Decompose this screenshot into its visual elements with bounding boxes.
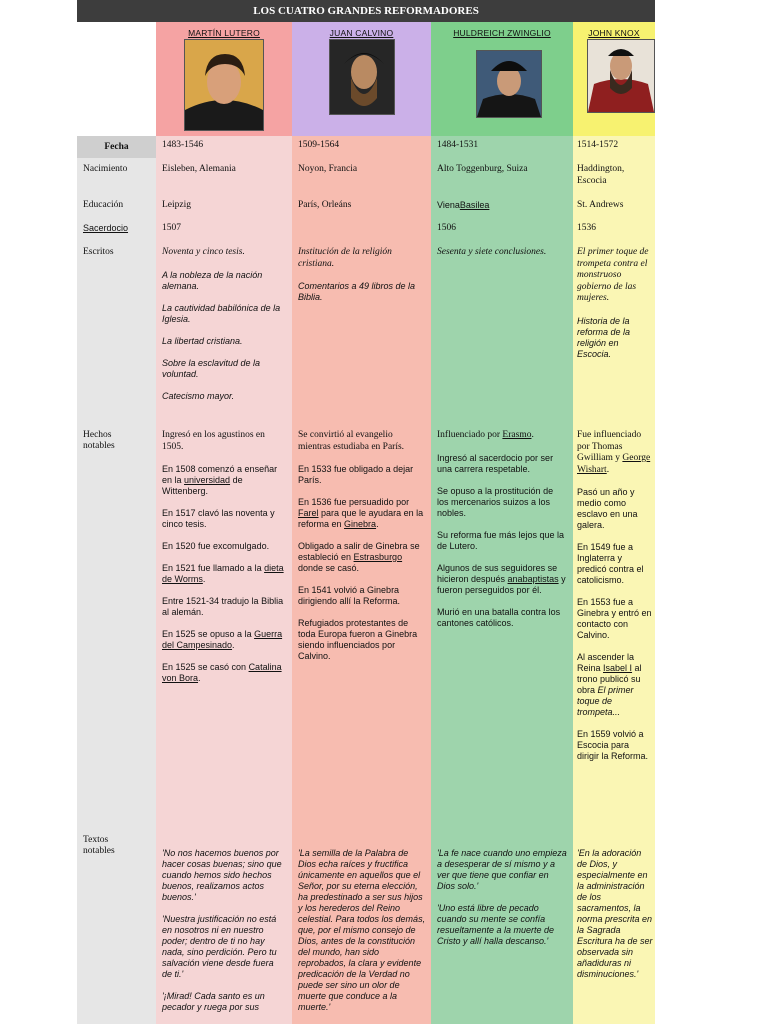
hecho-item: Refugiados protestantes de toda Europa fueron a Ginebra siendo influenciados por Calvino.: [298, 618, 418, 661]
link-ginebra[interactable]: Ginebra: [344, 519, 377, 529]
hecho-item: En 1508 comenzó a enseñar en la universidad de Wittenberg.: [162, 464, 278, 496]
link-farel[interactable]: Farel: [298, 508, 319, 518]
hechos-zwinglio: [437, 430, 567, 640]
row-label-fecha: Fecha: [77, 136, 156, 158]
header-calvino: [292, 22, 431, 136]
hecho-item: Se convirtió al evangelio mientras estudiaba en París.: [298, 430, 405, 452]
row-label-textos: Textos notables: [83, 835, 115, 856]
sacerdocio-zwinglio: 1506: [437, 223, 456, 233]
hecho-item: Su reforma fue más lejos que la de Lutero.: [437, 529, 565, 551]
textos-zwinglio: [437, 848, 567, 958]
hecho-item: Pasó un año y medio como esclavo en una galera.: [577, 487, 638, 530]
table-title: LOS CUATRO GRANDES REFORMADORES: [77, 0, 655, 22]
educacion-viena: Viena: [437, 200, 460, 210]
educacion-calvino: París, Orleáns: [298, 200, 352, 210]
link-universidad[interactable]: universidad: [184, 475, 231, 485]
header-knox: [573, 22, 655, 136]
link-george-wishart[interactable]: George Wishart: [577, 453, 651, 475]
escrito-item: Institución de la religión cristiana.: [298, 247, 392, 269]
name-zwinglio[interactable]: HULDREICH ZWINGLIO: [453, 28, 551, 38]
hecho-item: En 1541 volvió a Ginebra dirigiendo allí la Reforma.: [298, 585, 401, 606]
row-label-nacimiento: Nacimiento: [83, 164, 128, 174]
hecho-item: En 1521 fue llamado a la dieta de Worms.: [162, 563, 284, 584]
escrito-item: El primer toque de trompeta contra el monstruoso gobierno de las mujeres.: [577, 247, 649, 303]
hecho-item: En 1549 fue a Inglaterra y predicó contra el catolicismo.: [577, 542, 644, 585]
escritos-lutero: [162, 247, 286, 413]
nacimiento-lutero: Eisleben, Alemania: [162, 164, 236, 174]
link-catalina-von-bora[interactable]: Catalina von Bora: [162, 662, 282, 683]
hecho-item: Obligado a salir de Ginebra se estableció en Estrasburgo donde se casó.: [298, 541, 420, 573]
hecho-item: Murió en una batalla contra los cantones católicos.: [437, 606, 561, 628]
link-dieta-de-worms[interactable]: dieta de Worms: [162, 563, 284, 584]
fecha-zwinglio: 1484-1531: [437, 140, 479, 150]
hecho-item: En 1533 fue obligado a dejar París.: [298, 464, 414, 485]
row-label-escritos: Escritos: [83, 247, 114, 257]
sacerdocio-knox: 1536: [577, 223, 596, 233]
hecho-item: En 1553 fue a Ginebra y entró en contacto con Calvino.: [577, 597, 652, 640]
escrito-item: Sesenta y siete conclusiones.: [437, 247, 547, 257]
educacion-zwinglio: [437, 200, 567, 211]
texto-item: 'La fe nace cuando uno empieza a desesperar de sí mismo y a ver que tiene que confiar en Dios solo.': [437, 848, 567, 891]
fecha-lutero: 1483-1546: [162, 140, 204, 150]
link-guerra-del-campesinado[interactable]: Guerra del Campesinado: [162, 629, 283, 650]
portrait-lutero: [184, 39, 264, 131]
header-zwinglio: [431, 22, 573, 136]
textos-calvino: [298, 848, 426, 1024]
nacimiento-knox: Haddington, Escocia: [577, 164, 625, 186]
textos-lutero: [162, 848, 286, 1024]
texto-item: 'No nos hacemos buenos por hacer cosas buenas; sino que cuando hemos sido hechos buenos, realizamos actos buenos.': [162, 848, 282, 902]
row-label-educacion: Educación: [83, 200, 124, 210]
hecho-item: Ingresó al sacerdocio por ser una carrera respetable.: [437, 452, 554, 474]
texto-item: '¡Mirad! Cada santo es un pecador y ruega por sus: [162, 991, 265, 1012]
hecho-item: En 1525 se casó con Catalina von Bora.: [162, 662, 282, 683]
hecho-item: Ingresó en los agustinos en 1505.: [162, 430, 265, 452]
column-knox: [573, 22, 655, 1024]
hecho-item: Al ascender la Reina Isabel I al trono publicó su obra El primer toque de trompeta...: [577, 652, 642, 717]
link-anabaptistas[interactable]: anabaptistas: [507, 573, 559, 584]
column-calvino: [292, 22, 431, 1024]
hecho-item: En 1559 volvió a Escocia para dirigir la Reforma.: [577, 729, 649, 761]
portrait-calvino: [329, 39, 395, 115]
hechos-knox: [577, 430, 653, 773]
row-label-sacerdocio[interactable]: Sacerdocio: [83, 223, 129, 233]
label-column-background: [77, 136, 156, 1024]
texto-item: 'En la adoración de Dios, y especialmente en la administración de los sacramentos, la norma prescrita en la Sagrada Escritura ha de ser observada sin añadiduras ni disminuciones.': [577, 848, 653, 979]
row-label-hechos: Hechos notables: [83, 430, 115, 451]
escrito-item: A la nobleza de la nación alemana.: [162, 269, 263, 291]
sacerdocio-lutero: 1507: [162, 223, 181, 233]
fecha-calvino: 1509-1564: [298, 140, 340, 150]
texto-item: 'Nuestra justificación no está en nosotros ni en nuestro poder; dentro de ti no hay nada, sino perdición. Pero tu salvación viene desde fuera de ti.': [162, 914, 277, 979]
escrito-item: Historia de la reforma de la religión en Escocia.: [577, 315, 631, 359]
texto-item: 'La semilla de la Palabra de Dios echa raíces y fructifica únicamente en aquellos que el Señor, por su eterna elección, ha predestinado a ser sus hijos y los herederos del Reino celestial. Para todos los demás, que, por el mismo consejo de Dios, antes de la constitución del mundo, han sido reprobados, la clara y evidente predicación de la Verdad no puede ser sino un olor de muerte que conduce a la muerte.': [298, 848, 426, 1012]
escrito-item: Noventa y cinco tesis.: [162, 247, 245, 257]
link-erasmo[interactable]: Erasmo: [502, 430, 532, 440]
hecho-item: Entre 1521-34 tradujo la Biblia al alemán.: [162, 596, 284, 617]
hecho-item: En 1520 fue excomulgado.: [162, 541, 270, 551]
escrito-item: Catecismo mayor.: [162, 390, 235, 401]
educacion-lutero: Leipzig: [162, 200, 192, 210]
escritos-knox: [577, 247, 653, 371]
portrait-zwinglio: [476, 50, 542, 118]
escrito-item: La cautividad babilónica de la Iglesia.: [162, 302, 281, 324]
name-lutero[interactable]: MARTÍN LUTERO: [188, 28, 260, 38]
texto-item: 'Uno está libre de pecado cuando su mente se confía resueltamente a la muerte de Cristo y allí halla descanso.': [437, 903, 555, 946]
fecha-knox: 1514-1572: [577, 140, 619, 150]
escrito-item: Sobre la esclavitud de la voluntad.: [162, 357, 261, 379]
hecho-item: Influenciado por Erasmo.: [437, 430, 534, 440]
link-estrasburgo[interactable]: Estrasburgo: [353, 552, 403, 562]
escritos-zwinglio: [437, 247, 569, 270]
textos-knox: [577, 848, 653, 991]
nacimiento-zwinglio: Alto Toggenburg, Suiza: [437, 164, 528, 174]
link-basilea[interactable]: Basilea: [459, 200, 490, 210]
escrito-item: La libertad cristiana.: [162, 335, 243, 346]
hechos-lutero: [162, 430, 288, 695]
hecho-item: Algunos de sus seguidores se hicieron después anabaptistas y fueron perseguidos por él.: [437, 562, 566, 595]
escrito-item: Comentarios a 49 libros de la Biblia.: [298, 281, 416, 302]
hechos-calvino: [298, 430, 426, 673]
header-lutero: [156, 22, 292, 136]
portrait-knox: [587, 39, 655, 113]
hecho-item: Se opuso a la prostitución de los mercenarios suizos a los nobles.: [437, 485, 554, 518]
label-column: [77, 22, 156, 1024]
hecho-item: En 1517 clavó las noventa y cinco tesis.: [162, 508, 275, 529]
nacimiento-calvino: Noyon, Francia: [298, 164, 358, 174]
name-calvino[interactable]: JUAN CALVINO: [329, 28, 394, 38]
escritos-calvino: [298, 247, 426, 314]
hecho-item: En 1525 se opuso a la Guerra del Campesinado.: [162, 629, 283, 650]
column-zwinglio: [431, 22, 573, 1024]
educacion-knox: St. Andrews: [577, 200, 624, 210]
name-knox[interactable]: JOHN KNOX: [588, 28, 640, 38]
column-lutero: [156, 22, 292, 1024]
hecho-item: Fue influenciado por Thomas Gwilliam y George Wishart.: [577, 430, 651, 475]
hecho-item: En 1536 fue persuadido por Farel para que le ayudara en la reforma en Ginebra.: [298, 497, 424, 529]
link-isabel-i[interactable]: Isabel I: [603, 663, 633, 673]
